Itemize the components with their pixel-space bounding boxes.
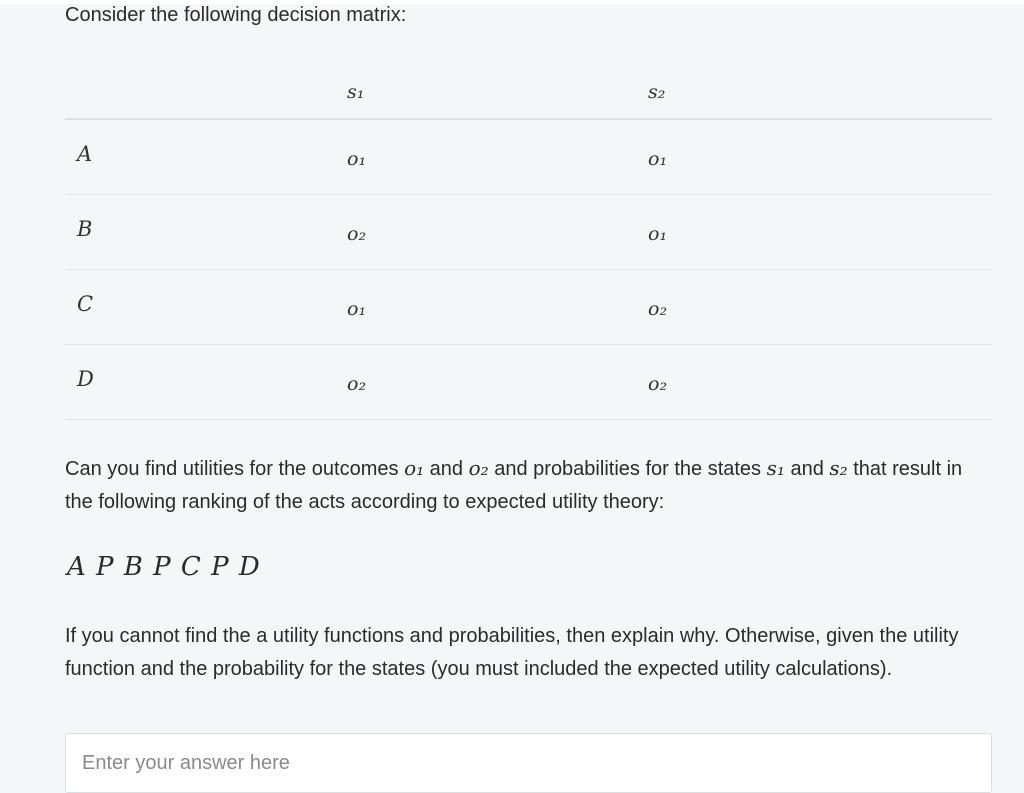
column-header-s2: s₂ (648, 81, 666, 103)
outcome-cell: o₁ (648, 223, 668, 245)
question-part2: and probabilities for the states (488, 458, 767, 480)
outcome-cell: o₂ (347, 223, 367, 245)
column-header-s1: s₁ (347, 81, 365, 103)
outcome-o1: o₁ (404, 456, 425, 480)
decision-matrix (65, 60, 992, 420)
matrix-row-d (65, 345, 992, 420)
matrix-header-row (65, 60, 992, 120)
outcome-cell: o₂ (648, 298, 668, 320)
question-text (65, 452, 992, 519)
row-label: A (77, 142, 93, 166)
question-part3: that result in the following ranking of the acts according to expected utility theory: (65, 458, 963, 513)
row-label: B (77, 217, 93, 241)
matrix-row-a (65, 120, 992, 195)
matrix-row-b (65, 195, 992, 270)
outcome-cell: o₁ (648, 148, 668, 170)
question-and2: and (784, 458, 830, 480)
outcome-cell: o₂ (347, 373, 367, 395)
state-s1: s₁ (766, 456, 785, 480)
row-label: C (77, 292, 94, 316)
intro-text: Consider the following decision matrix: (65, 4, 407, 26)
outcome-o2: o₂ (468, 456, 489, 480)
question-part1: Can you find utilities for the outcomes (65, 458, 405, 480)
outcome-cell: o₂ (648, 373, 668, 395)
answer-input[interactable] (65, 733, 992, 793)
state-s2: s₂ (829, 456, 848, 480)
ranking-expression: A P B P C P D (67, 552, 261, 582)
outcome-cell: o₁ (347, 298, 367, 320)
question-and1: and (424, 458, 469, 480)
instructions-text: If you cannot find the a utility functions and probabilities, then explain why. Otherwise, given the utility function and the probability for the states (you must included the expected utility calculations). (65, 625, 959, 680)
outcome-cell: o₁ (347, 148, 367, 170)
row-label: D (77, 367, 94, 391)
matrix-row-c (65, 270, 992, 345)
